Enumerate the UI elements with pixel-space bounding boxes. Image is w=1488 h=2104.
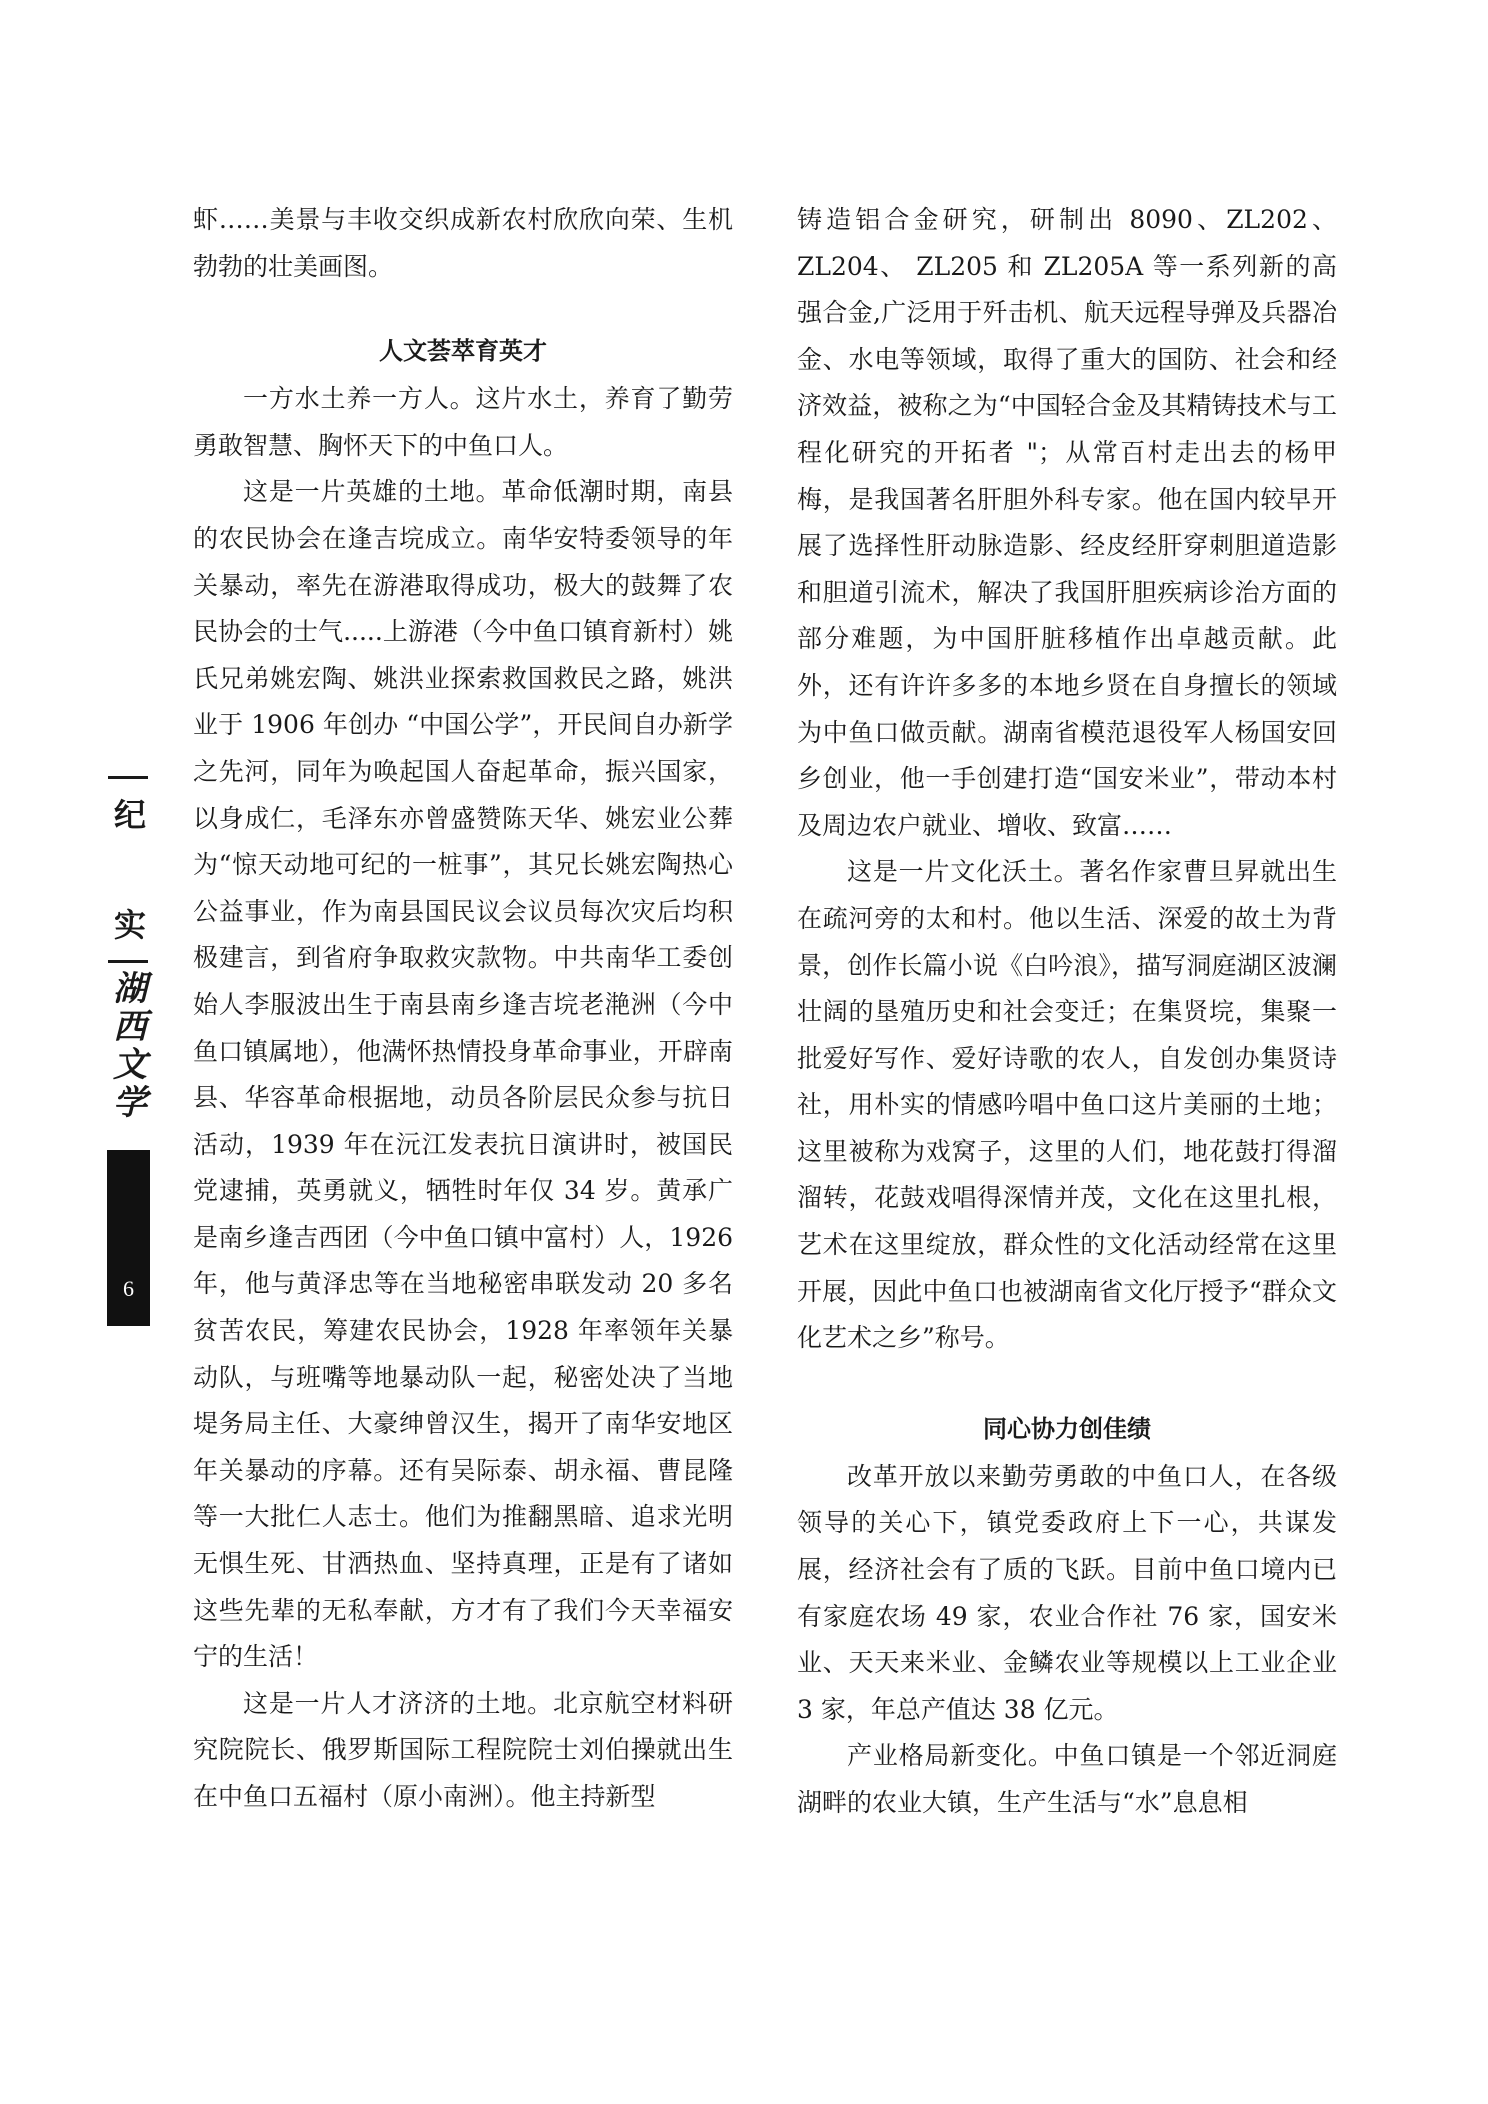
side-header-rule-mid (108, 960, 148, 963)
right-column (797, 197, 1337, 1827)
side-header-char-shi: 实 (113, 906, 146, 944)
magazine-brand-logo: 湖 西 文 学 (113, 969, 147, 1123)
paragraph-continued: 虾……美景与丰收交织成新农村欣欣向荣、生机勃勃的壮美画图。 (193, 205, 733, 281)
paragraph: 改革开放以来勤劳勇敢的中鱼口人，在各级领导的关心下，镇党委政府上下一心，共谋发展，经济社会有了质的飞跃。目前中鱼口境内已有家庭农场 49 家，农业合作社 76 家，国安米业、天天来米业、金鳞农业等规模以上工业企业 3 家，年总产值达 38 亿元。 (797, 1461, 1337, 1724)
side-header-rule-top (108, 776, 148, 779)
paragraph: 这是一片人才济济的土地。北京航空材料研究院院长、俄罗斯国际工程院院士刘伯操就出生在中鱼口五福村（原小南洲）。他主持新型 (193, 1688, 733, 1811)
left-column (193, 197, 733, 1821)
side-header-char-ji: 纪 (113, 796, 146, 834)
paragraph: 产业格局新变化。中鱼口镇是一个邻近洞庭湖畔的农业大镇，生产生活与“水”息息相 (797, 1741, 1337, 1817)
paragraph: 这是一片文化沃土。著名作家曹旦昇就出生在疏河旁的太和村。他以生活、深爱的故土为背景，创作长篇小说《白吟浪》，描写洞庭湖区波澜壮阔的垦殖历史和社会变迁；在集贤垸，集聚一批爱好写作、爱好诗歌的农人，自发创办集贤诗社，用朴实的情感吟唱中鱼口这片美丽的土地；这里被称为戏窝子，这里的人们，地花鼓打得溜溜转，花鼓戏唱得深情并茂，文化在这里扎根，艺术在这里绽放，群众性的文化活动经常在这里开展，因此中鱼口也被湖南省文化厅授予“群众文化艺术之乡”称号。 (797, 857, 1337, 1353)
page-number: 6 (123, 1276, 134, 1301)
section-heading-achievements: 同心协力创佳绩 (983, 1414, 1151, 1443)
paragraph: 这是一片英雄的土地。革命低潮时期，南县的农民协会在逢吉垸成立。南华安特委领导的年关暴动，率先在游港取得成功，极大的鼓舞了农民协会的士气.....上游港（今中鱼口镇育新村）姚氏兄弟姚宏陶、姚洪业探索救国救民之路，姚洪业于 1906 年创办 “中国公学”，开民间自办新学之先河，同年为唤起国人奋起革命，振兴国家，以身成仁，毛泽东亦曾盛赞陈天华、姚宏业公葬为“惊天动地可纪的一桩事”，其兄长姚宏陶热心公益事业，作为南县国民议会议员每次灾后均积极建言，到省府争取救灾款物。中共南华工委创始人李服波出生于南县南乡逢吉垸老滟洲（今中鱼口镇属地），他满怀热情投身革命事业，开辟南县、华容革命根据地，动员各阶层民众参与抗日活动，1939 年在沅江发表抗日演讲时，被国民党逮捕，英勇就义，牺牲时年仅 34 岁。黄承广是南乡逢吉西团（今中鱼口镇中富村）人，1926 年，他与黄泽忠等在当地秘密串联发动 20 多名贫苦农民，筹建农民协会，1928 年率领年关暴动队，与班嘴等地暴动队一起，秘密处决了当地堤务局主任、大豪绅曾汉生，揭开了南华安地区年关暴动的序幕。还有吴际泰、胡永福、曹昆隆等一大批仁人志士。他们为推翻黑暗、追求光明无惧生死、甘洒热血、坚持真理，正是有了诸如这些先辈的无私奉献，方才有了我们今天幸福安宁的生活！ (193, 477, 733, 1672)
paragraph: 一方水土养一方人。这片水土，养育了勤劳勇敢智慧、胸怀天下的中鱼口人。 (193, 384, 733, 460)
section-heading-talent: 人文荟萃育英才 (379, 337, 547, 366)
paragraph-continued: 铸造铝合金研究，研制出 8090、ZL202、ZL204、 ZL205 和 ZL205A 等一系列新的高强合金,广泛用于歼击机、航天远程导弹及兵器冶金、水电等领域，取得了重大的国防、社会和经济效益，被称之为“中国轻合金及其精铸技术与工程化研究的开拓者 "；从常百村走出去的杨甲梅，是我国著名肝胆外科专家。他在国内较早开展了选择性肝动脉造影、经皮经肝穿刺胆道造影和胆道引流术，解决了我国肝胆疾病诊治方面的部分难题，为中国肝脏移植作出卓越贡献。此外，还有许许多多的本地乡贤在自身擅长的领域为中鱼口做贡献。湖南省模范退役军人杨国安回乡创业，他一手创建打造“国安米业”，带动本村及周边农户就业、增收、致富…… (797, 205, 1337, 840)
